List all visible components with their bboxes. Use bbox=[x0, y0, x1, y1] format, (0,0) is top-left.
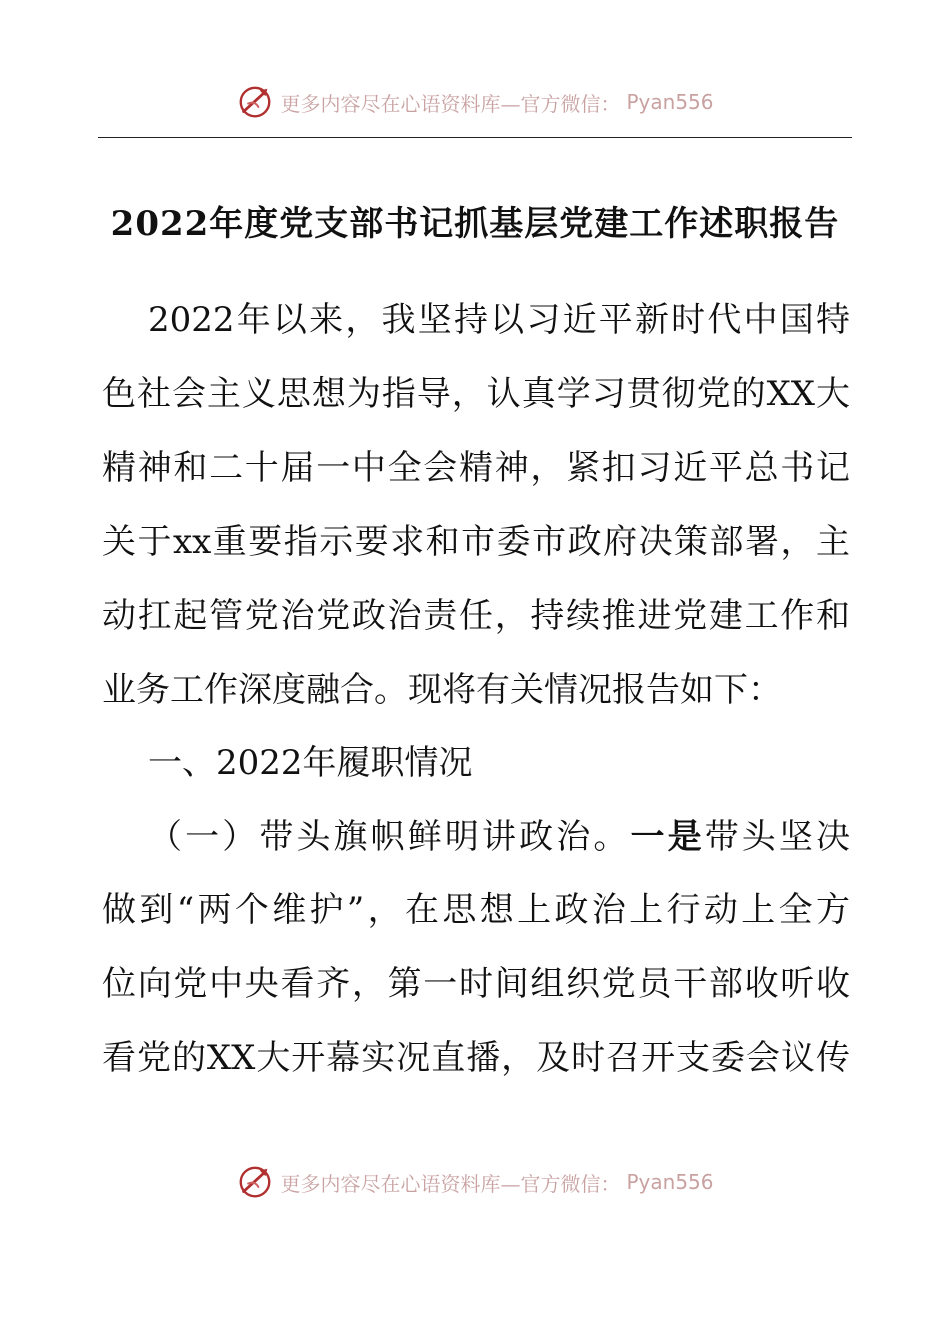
body-line-5: 动扛起管党治党政治责任，持续推进党建工作和 bbox=[102, 596, 850, 636]
body-line-8 bbox=[148, 815, 850, 859]
body-line-2: 色社会主义思想为指导，认真学习贯彻党的XX大 bbox=[102, 374, 850, 414]
body-line-9: 做到“两个维护”，在思想上政治上行动上全方 bbox=[102, 890, 850, 930]
body-line-10: 位向党中央看齐，第一时间组织党员干部收听收 bbox=[102, 964, 850, 1004]
body-line-1: 2022年以来，我坚持以习近平新时代中国特 bbox=[148, 300, 850, 340]
watermark-wechat-id: Pyan556 bbox=[626, 1170, 714, 1194]
watermark-banner-top bbox=[0, 82, 950, 122]
watermark-banner-bottom bbox=[0, 1162, 950, 1202]
watermark-text: 更多内容尽在心语资料库—官方微信： bbox=[280, 91, 621, 116]
body-line-4: 关于xx重要指示要求和市委市政府决策部署，主 bbox=[102, 522, 850, 562]
subsection-heading: （一）带头旗帜鲜明讲政治。 bbox=[148, 817, 631, 857]
document-title: 2022年度党支部书记抓基层党建工作述职报告 bbox=[110, 204, 840, 244]
body-line-3: 精神和二十届一中全会精神，紧扣习近平总书记 bbox=[102, 448, 850, 488]
body-line-6: 业务工作深度融合。现将有关情况报告如下： bbox=[102, 670, 782, 710]
pen-logo-icon bbox=[236, 83, 274, 121]
body-text: 带头坚决 bbox=[704, 817, 851, 857]
pen-logo-icon bbox=[236, 1163, 274, 1201]
bold-lead: 一是 bbox=[630, 817, 705, 857]
watermark-text: 更多内容尽在心语资料库—官方微信： bbox=[280, 1171, 621, 1196]
body-line-11: 看党的XX大开幕实况直播，及时召开支委会议传 bbox=[102, 1038, 850, 1078]
watermark-wechat-id: Pyan556 bbox=[626, 90, 714, 114]
header-rule bbox=[98, 137, 852, 138]
section-heading-1: 一、2022年履职情况 bbox=[148, 743, 473, 783]
